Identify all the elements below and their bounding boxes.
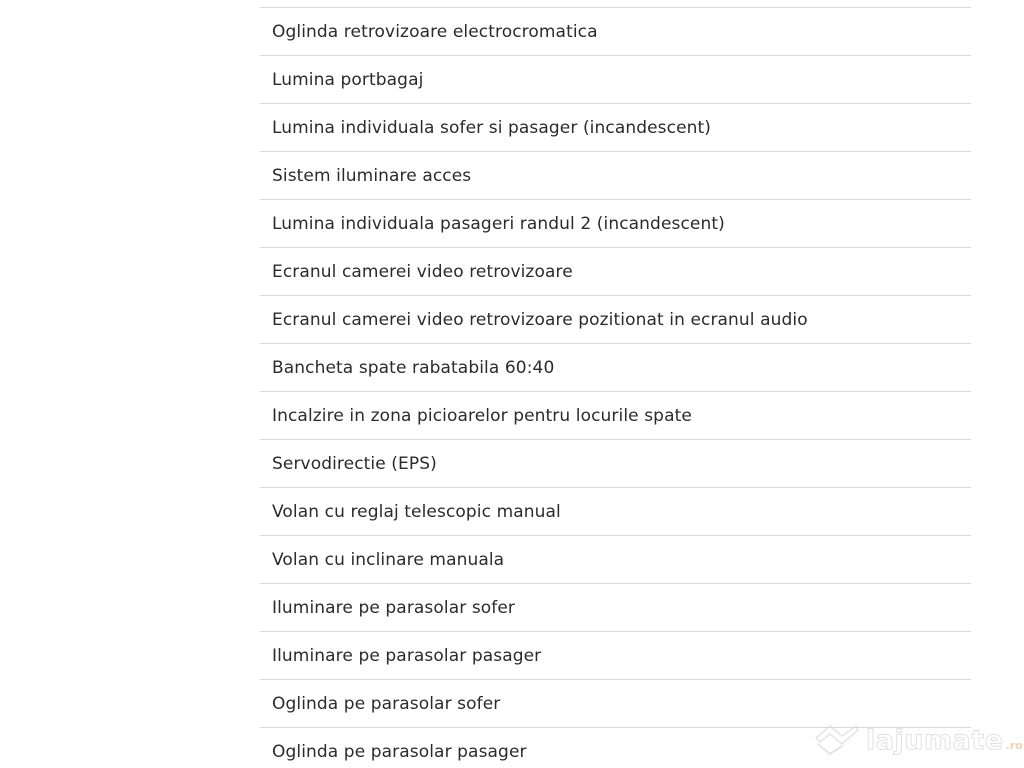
feature-item: Lumina individuala sofer si pasager (incandescent)	[260, 104, 971, 152]
feature-item: Lumina individuala pasageri randul 2 (incandescent)	[260, 200, 971, 248]
feature-item: Ecranul camerei video retrovizoare	[260, 248, 971, 296]
feature-list	[260, 7, 971, 768]
feature-item: Lumina portbagaj	[260, 56, 971, 104]
feature-item: Iluminare pe parasolar pasager	[260, 632, 971, 680]
watermark-brand: lajumate	[866, 724, 1004, 756]
feature-item: Bancheta spate rabatabila 60:40	[260, 344, 971, 392]
feature-item: Servodirectie (EPS)	[260, 440, 971, 488]
feature-item: Oglinda pe parasolar sofer	[260, 680, 971, 728]
feature-item: Incalzire in zona picioarelor pentru locurile spate	[260, 392, 971, 440]
watermark	[812, 722, 1023, 758]
watermark-tld: .ro	[1005, 738, 1023, 752]
feature-item: Oglinda retrovizoare electrocromatica	[260, 8, 971, 56]
feature-item: Oglinda pe parasolar pasager	[260, 728, 971, 768]
feature-item: Iluminare pe parasolar sofer	[260, 584, 971, 632]
lajumate-logo-icon	[812, 722, 862, 758]
feature-item: Volan cu inclinare manuala	[260, 536, 971, 584]
feature-item: Ecranul camerei video retrovizoare pozitionat in ecranul audio	[260, 296, 971, 344]
feature-item: Volan cu reglaj telescopic manual	[260, 488, 971, 536]
feature-item: Sistem iluminare acces	[260, 152, 971, 200]
